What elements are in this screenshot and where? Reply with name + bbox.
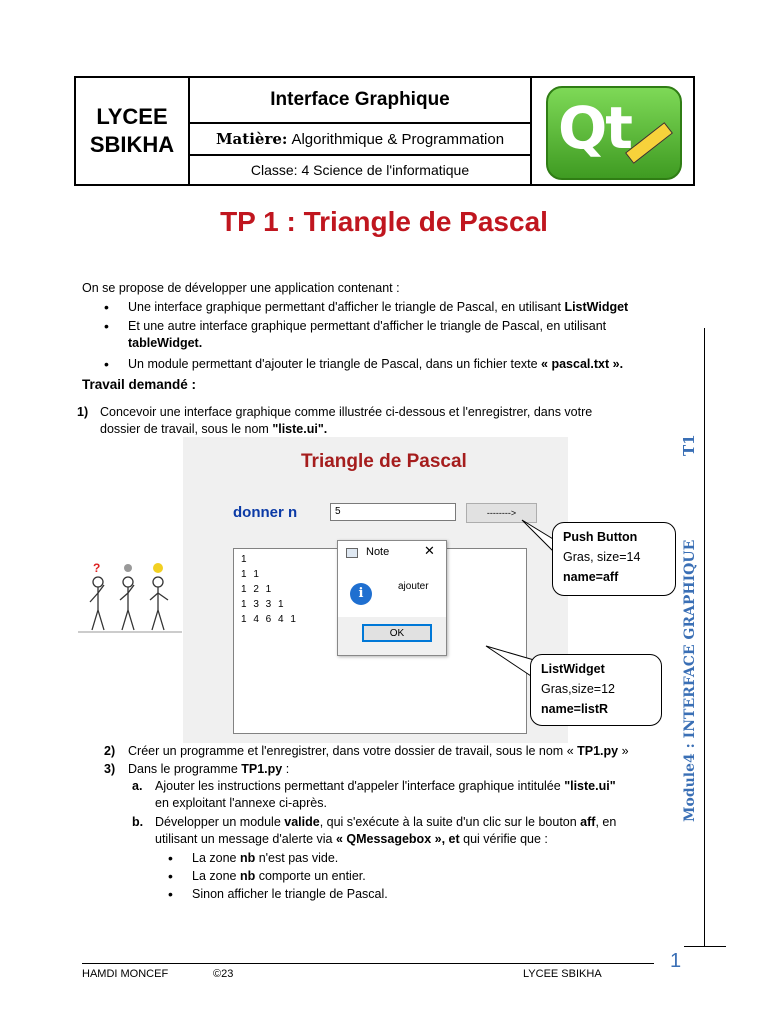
check-1-nb: nb: [239, 851, 256, 865]
q3b-aff: aff: [580, 815, 596, 829]
check-1-t1: La zone: [192, 851, 240, 865]
bullet-2: [128, 318, 653, 352]
q1-filename: "liste.ui".: [272, 422, 328, 436]
tp-title: TP 1 : Triangle de Pascal: [220, 206, 548, 237]
n-input[interactable]: 5: [330, 503, 456, 521]
school-line2: SBIKHA: [89, 132, 175, 157]
q3b-l2-t1: utilisant un message d'alerte via: [155, 832, 336, 846]
q3b-l2-t2: qui vérifie que :: [459, 832, 548, 846]
q2-text-end: »: [618, 744, 629, 758]
listwidget-callout: [530, 654, 662, 726]
donner-n-label: donner n: [233, 504, 298, 521]
dialog-titlebar: [338, 541, 446, 565]
info-icon: i: [350, 583, 372, 605]
q3-num: 3): [104, 762, 116, 776]
q3-filename: TP1.py: [241, 762, 283, 776]
document-title: Interface Graphique: [190, 78, 530, 124]
ok-button[interactable]: OK: [362, 624, 432, 642]
list-item: 1 1: [241, 569, 261, 580]
list-callout-pointer: [484, 644, 536, 680]
list-callout-name: name=listR: [541, 702, 609, 716]
matiere-label: Matière:: [215, 130, 288, 148]
push-callout-size: Gras, size=14: [563, 550, 641, 564]
q2-text-main: Créer un programme et l'enregistrer, dans votre dossier de travail, sous le nom «: [128, 744, 578, 758]
q1-line2: dossier de travail, sous le nom: [100, 422, 273, 436]
travail-heading: Travail demandé :: [82, 377, 197, 392]
note-dialog: [337, 540, 447, 656]
q3b-valide: valide: [284, 815, 320, 829]
qt-logo-text: Qt: [558, 94, 632, 162]
side-module-label: Module4 : INTERFACE GRAPHIQUE: [682, 539, 698, 822]
q3-text: [128, 761, 289, 778]
list-item: 1: [241, 554, 249, 565]
bullet-1-bold: ListWidget: [564, 300, 629, 314]
bullet-3: [128, 356, 653, 373]
footer-author: HAMDI MONCEF: [82, 968, 169, 980]
bullet-3-bold: « pascal.txt ».: [541, 357, 624, 371]
dialog-title: Note: [366, 546, 390, 558]
close-icon[interactable]: ✕: [424, 543, 435, 558]
q3b-text: [155, 814, 655, 848]
bullet-1-text: Une interface graphique permettant d'afficher le triangle de Pascal, en utilisant: [128, 300, 565, 314]
q3-text-main: Dans le programme: [128, 762, 242, 776]
list-item: 1 4 6 4 1: [241, 614, 298, 625]
thinking-people-illustration: [78, 560, 182, 638]
check-2-t2: comporte un entier.: [255, 869, 366, 883]
q2-filename: TP1.py: [577, 744, 619, 758]
classe-row: Classe: 4 Science de l'informatique: [250, 162, 470, 178]
check-2-nb: nb: [239, 869, 256, 883]
school-line1: LYCEE: [96, 104, 168, 129]
push-button-callout: [552, 522, 676, 596]
list-callout-size: Gras,size=12: [541, 682, 615, 696]
dialog-message: ajouter: [398, 581, 429, 592]
side-rule-bottom: [684, 946, 726, 947]
side-rule: [704, 328, 705, 946]
list-item: 1 3 3 1: [241, 599, 286, 610]
school-cell: [76, 78, 190, 184]
push-callout-name: name=aff: [563, 570, 619, 584]
bullet-3-text: Un module permettant d'ajouter le triangle de Pascal, dans un fichier texte: [128, 357, 542, 371]
screenshot-title: Triangle de Pascal: [301, 451, 467, 472]
intro-text: On se propose de développer une application contenant :: [82, 281, 400, 295]
q2-num: 2): [104, 744, 116, 758]
push-callout-title: Push Button: [563, 530, 638, 544]
q1-num: 1): [77, 405, 89, 419]
check-2-t1: La zone: [192, 869, 240, 883]
bullet-1: [128, 299, 653, 316]
page-number: 1: [670, 950, 682, 972]
bullet-2-bold: tableWidget.: [128, 336, 203, 350]
q3-text-end: :: [282, 762, 290, 776]
q3a-text-main: Ajouter les instructions permettant d'appeler l'interface graphique intitulée: [155, 779, 565, 793]
matiere-row: [190, 124, 530, 156]
svg-text:?: ?: [93, 561, 101, 575]
footer-school: LYCEE SBIKHA: [523, 968, 602, 980]
aff-button[interactable]: -------->: [466, 503, 537, 523]
header-table: [74, 76, 695, 186]
footer-copyright: ©23: [213, 968, 234, 980]
list-item: 1 2 1: [241, 584, 274, 595]
q3a-num: a.: [132, 779, 143, 793]
q3a-line2: en exploitant l'annexe ci-après.: [155, 796, 327, 810]
q3b-t2: , qui s'exécute à la suite d'un clic sur le bouton: [319, 815, 581, 829]
bullet-2-text: Et une autre interface graphique permettant d'afficher le triangle de Pascal, en utilisant: [128, 319, 607, 333]
q2-text: [128, 743, 658, 760]
q3b-qmessagebox: « QMessagebox », et: [335, 832, 460, 846]
dialog-footer: [338, 617, 446, 655]
window-icon: [346, 548, 358, 558]
side-tp-label: T1: [680, 434, 698, 456]
q3b-t1: Développer un module: [155, 815, 285, 829]
list-callout-title: ListWidget: [541, 662, 605, 676]
q3b-t3: , en: [595, 815, 617, 829]
check-1-t2: n'est pas vide.: [255, 851, 339, 865]
check-2: [192, 868, 366, 885]
q3b-num: b.: [132, 815, 144, 829]
q3a-text: [155, 778, 655, 812]
matiere-value: Algorithmique & Programmation: [291, 130, 505, 148]
q1-text: [100, 404, 660, 438]
q1-line1: Concevoir une interface graphique comme illustrée ci-dessous et l'enregistrer, dans votre: [100, 405, 593, 419]
footer-rule: [82, 963, 654, 964]
check-3: • Sinon afficher le triangle de Pascal.: [192, 886, 388, 903]
q3a-filename: "liste.ui": [564, 779, 616, 793]
divider: [530, 78, 532, 184]
ui-screenshot: [183, 437, 568, 743]
check-1: [192, 850, 338, 867]
